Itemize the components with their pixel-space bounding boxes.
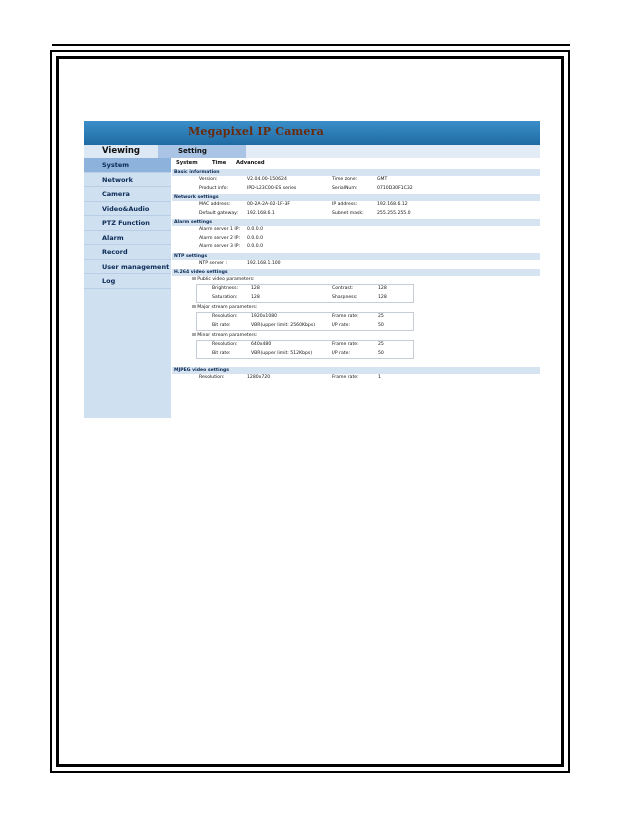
sidebar-item-camera[interactable]: Camera xyxy=(84,187,171,202)
major-iprate-value: 50 xyxy=(378,323,384,328)
ntp-label: NTP server : xyxy=(199,260,228,266)
ip-value: 192.168.6.12 xyxy=(377,202,408,207)
sidebar-item-ptz-function[interactable]: PTZ Function xyxy=(84,216,171,231)
minor-bitrate-label: Bit rate: xyxy=(212,351,231,356)
mjpeg-resolution-value: 1280x720 xyxy=(247,375,271,380)
sidebar-item-network[interactable]: Network xyxy=(84,173,171,188)
subtab-time[interactable]: Time xyxy=(212,160,227,166)
sidebar-item-record[interactable]: Record xyxy=(84,245,171,260)
major-bitrate-label: Bit rate: xyxy=(212,323,231,328)
row-product xyxy=(172,185,540,194)
sidebar-item-user-management[interactable]: User management xyxy=(84,260,171,275)
product-value: IPD-L23C00-ES series xyxy=(247,185,297,191)
alarm1-label: Alarm server 1 IP: xyxy=(199,227,241,232)
sharpness-label: Sharpness: xyxy=(332,295,358,300)
page-top-rule xyxy=(52,44,570,46)
major-iprate-label: I/P rate: xyxy=(332,323,351,328)
minor-iprate-label: I/P rate: xyxy=(332,351,351,356)
section-alarm-settings: Alarm settings xyxy=(172,219,540,226)
row-alarm-2 xyxy=(172,235,540,244)
mjpeg-resolution-label: Resolution: xyxy=(199,375,225,380)
mask-label: Subnet mask: xyxy=(332,210,364,216)
section-h264-video-settings: H.264 video settings xyxy=(172,269,540,276)
version-label: Version: xyxy=(199,177,218,182)
ip-label: IP address: xyxy=(332,202,358,207)
minor-framerate-label: Frame rate: xyxy=(332,342,359,347)
sub-tabs xyxy=(172,158,540,168)
alarm1-value: 0.0.0.0 xyxy=(247,227,264,232)
mask-value: 255.255.255.0 xyxy=(377,210,411,216)
minor-resolution-label: Resolution: xyxy=(212,342,238,347)
settings-panel xyxy=(172,158,540,418)
row-mjpeg xyxy=(172,374,540,383)
tab-viewing[interactable]: Viewing xyxy=(84,145,158,158)
timezone-label: Time zone: xyxy=(332,177,358,182)
app-title: Megapixel IP Camera xyxy=(188,125,324,138)
section-basic-information: Basic information xyxy=(172,169,540,176)
major-bitrate-value: VBR(upper limit: 2560Kbps) xyxy=(251,323,316,328)
saturation-value: 128 xyxy=(251,295,260,300)
h264-group xyxy=(172,276,540,366)
app-banner xyxy=(84,121,540,145)
serial-value: 0710D30F1C32 xyxy=(377,185,413,191)
section-mjpeg-video-settings: MJPEG video settings xyxy=(172,367,540,374)
version-value: V2.04.00-150624 xyxy=(247,177,287,182)
tab-setting[interactable]: Setting xyxy=(158,145,246,158)
subtab-advanced[interactable]: Advanced xyxy=(236,160,265,166)
ntp-value: 192.168.1.100 xyxy=(247,260,281,266)
main-tabs xyxy=(84,145,540,158)
row-mac xyxy=(172,201,540,210)
row-alarm-3 xyxy=(172,243,540,252)
mjpeg-framerate-label: Frame rate: xyxy=(332,375,359,380)
sidebar-item-video-audio[interactable]: Video&Audio xyxy=(84,202,171,217)
timezone-value: GMT xyxy=(377,177,388,182)
minor-resolution-value: 640x480 xyxy=(251,342,272,347)
mac-label: MAC address: xyxy=(199,202,231,207)
contrast-label: Contrast: xyxy=(332,286,354,291)
product-label: Product info: xyxy=(199,185,229,191)
subtab-system[interactable]: System xyxy=(176,160,198,166)
brightness-value: 128 xyxy=(251,286,260,291)
major-resolution-value: 1920x1080 xyxy=(251,314,278,319)
alarm3-value: 0.0.0.0 xyxy=(247,244,264,249)
sidebar-item-alarm[interactable]: Alarm xyxy=(84,231,171,246)
major-resolution-label: Resolution: xyxy=(212,314,238,319)
gateway-label: Default gateway: xyxy=(199,210,239,216)
minor-iprate-value: 50 xyxy=(378,351,384,356)
minor-bitrate-value: VBR(upper limit: 512Kbps) xyxy=(251,351,313,356)
sidebar-item-system[interactable]: System xyxy=(84,158,171,173)
saturation-label: Saturation: xyxy=(212,295,238,300)
minor-params-title[interactable]: ⊟ Minor stream parameters: xyxy=(192,333,258,338)
camera-web-ui-screenshot xyxy=(84,121,540,418)
mac-value: 00-2A-2A-02-1F-3F xyxy=(247,202,291,207)
alarm3-label: Alarm server 3 IP: xyxy=(199,244,241,249)
major-params-title[interactable]: ⊟ Major stream parameters: xyxy=(192,305,258,310)
major-framerate-value: 25 xyxy=(378,314,384,319)
contrast-value: 128 xyxy=(378,286,387,291)
row-version xyxy=(172,176,540,185)
alarm2-label: Alarm server 2 IP: xyxy=(199,235,241,241)
brightness-label: Brightness: xyxy=(212,286,239,291)
sharpness-value: 128 xyxy=(378,295,387,300)
row-ntp xyxy=(172,260,540,269)
public-params-title[interactable]: ⊟ Public video parameters: xyxy=(192,277,255,282)
section-ntp-settings: NTP settings xyxy=(172,253,540,260)
alarm2-value: 0.0.0.0 xyxy=(247,235,264,241)
sidebar-item-log[interactable]: Log xyxy=(84,274,171,289)
sidebar xyxy=(84,158,171,418)
section-network-settings: Network settings xyxy=(172,194,540,201)
minor-framerate-value: 25 xyxy=(378,342,384,347)
serial-label: SerialNum: xyxy=(332,185,358,191)
mjpeg-framerate-value: 1 xyxy=(378,375,381,380)
row-alarm-1 xyxy=(172,226,540,235)
row-gateway xyxy=(172,210,540,219)
gateway-value: 192.168.6.1 xyxy=(247,210,275,216)
major-framerate-label: Frame rate: xyxy=(332,314,359,319)
